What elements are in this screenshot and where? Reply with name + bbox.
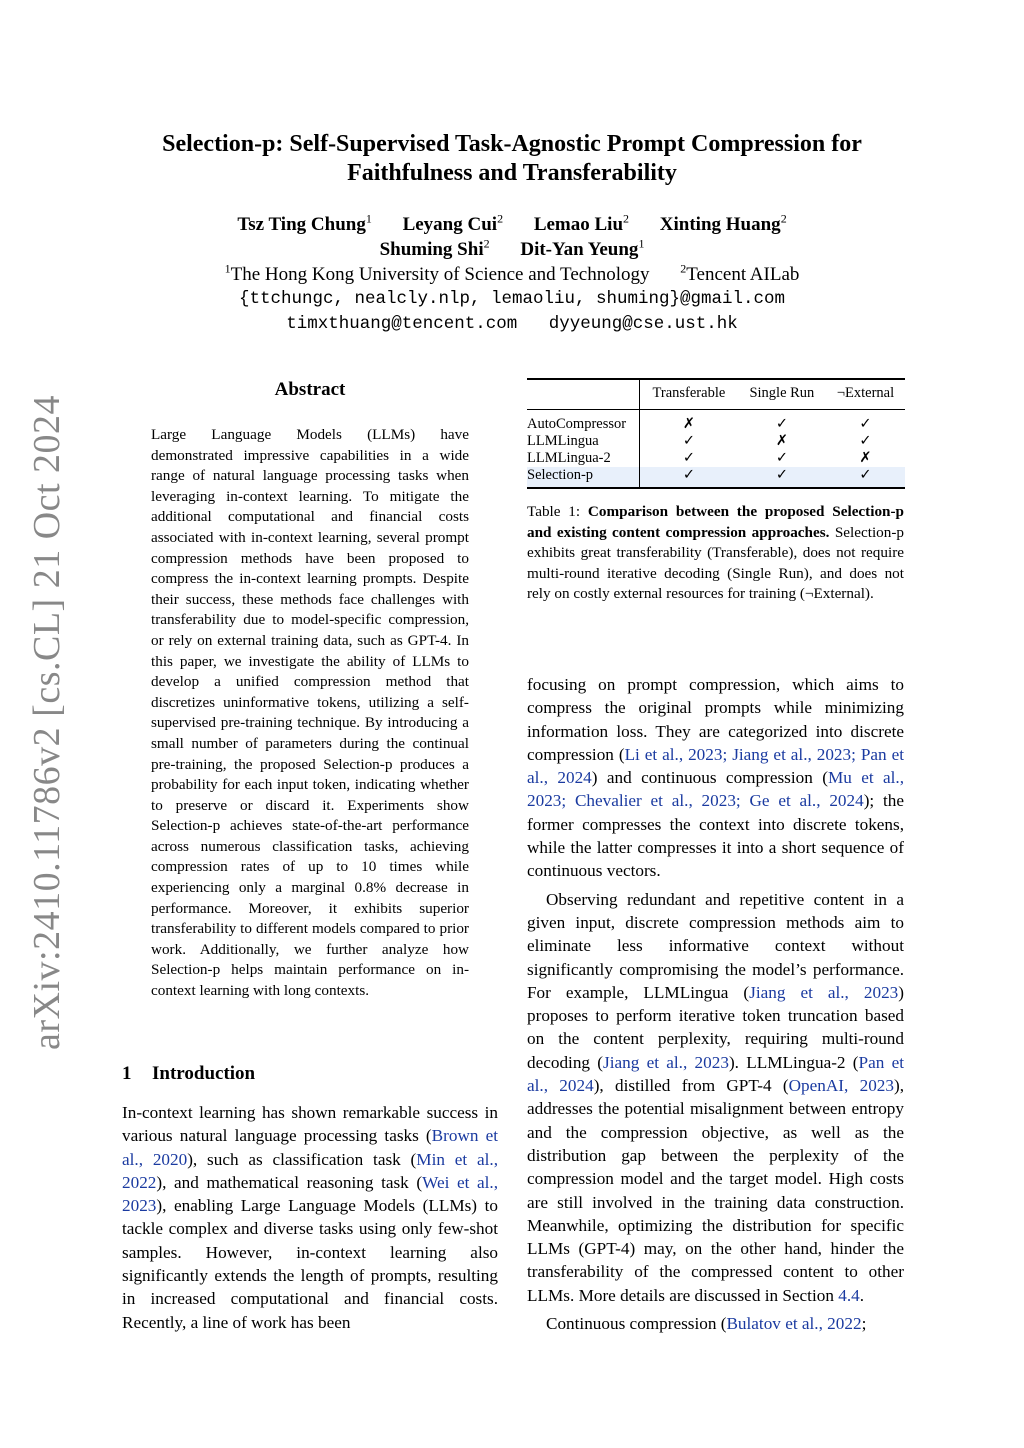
comparison-table [527, 378, 905, 489]
affiliation-number: 1 [224, 261, 231, 276]
author-affiliation-mark: 2 [780, 211, 787, 226]
caption-text: Selection-p exhibits great transferability (Transferable), does not require multi-round iterative decoding (Single Run), and does not rely on costly external resources for training (¬External). [527, 523, 904, 603]
single-run-mark: ✓ [738, 467, 826, 488]
citation-link[interactable]: Pan et al., 2024 [527, 744, 904, 788]
single-run-mark: ✗ [775, 433, 788, 449]
table-row-highlighted [527, 467, 905, 488]
external-mark: ✓ [859, 416, 872, 432]
affiliation-name: The Hong Kong University of Science and Technology [230, 264, 650, 285]
author-affiliation-mark: 2 [497, 211, 504, 226]
table-header-external: ¬External [836, 385, 895, 401]
table-row [527, 450, 905, 467]
title-line-2: Faithfulness and Transferability [347, 160, 677, 186]
author-name: Tsz Ting Chung [237, 214, 366, 235]
abstract-body: Large Language Models (LLMs) have demonstrated impressive capabilities in a wide range of natural language processing tasks when leveraging in-context learning. To mitigate the additional computational and financial costs associated with in-context learning, several prompt compression methods have been proposed to compress the in-context learning prompts. Despite their success, these methods face challenges with transferability due to model-specific compression, or rely on external training data, such as GPT-4. In this paper, we investigate the ability of LLMs to develop a unified compression method that discretizes uninformative tokens, utilizing a self-supervised pre-training technique. By introducing a small number of parameters during the continual pre-training, the proposed Selection-p produces a probability for each input token, indicating whether to preserve or discard it. Experiments show Selection-p achieves state-of-the-art performance across numerous classification tasks, achieving compression rates of up to 10 times while experiencing only a marginal 0.8% decrease in performance. Moreover, it exhibits superior transferability to different models compared to prior work. Additionally, we further analyze how Selection-p helps maintain performance on in-context learning with long contexts. [151, 426, 469, 1000]
comparison-table-container [527, 378, 905, 489]
author-name: Leyang Cui [402, 214, 498, 235]
author-name: Dit-Yan Yeung [520, 239, 639, 260]
table-header-transferable: Transferable [652, 385, 726, 401]
body-text: Observing redundant and repetitive content in a given input, discrete compression methods aim to eliminate less informative context without significantly compromising the model’s performance. For example, LLMLingua ( [527, 889, 904, 1002]
abstract-heading: Abstract [274, 379, 346, 400]
transferable-mark: ✓ [682, 450, 695, 466]
table-row [527, 433, 905, 450]
author-name: Shuming Shi [379, 239, 484, 260]
paper-title [100, 130, 924, 188]
citation-link[interactable]: Bulatov et al., 2022 [726, 1314, 862, 1334]
section-number: 1 [122, 1063, 132, 1084]
author-names-line-1 [100, 212, 924, 237]
body-text: Continuous compression ( [546, 1314, 727, 1334]
body-text: . [859, 1285, 865, 1305]
body-text: ); the former compresses the context into discrete tokens, while the latter compresses it into a short sequence of continuous vectors. [527, 791, 904, 881]
single-run-mark: ✓ [775, 450, 788, 466]
table-row [527, 410, 905, 434]
transferable-mark: ✗ [682, 416, 695, 432]
affiliation-number: 2 [680, 261, 687, 276]
section-heading [122, 1063, 255, 1085]
body-text: focusing on prompt compression, which aims to compress the original prompts while minimizing information loss. They are categorized into discrete compression ( [527, 675, 904, 764]
table-caption [527, 502, 904, 605]
citation-separator: ; [722, 744, 733, 764]
author-affiliation-mark: 2 [623, 211, 630, 226]
body-text: ). LLMLingua-2 ( [728, 1052, 859, 1072]
intro-text: ), such as classification task ( [187, 1149, 417, 1169]
citation-separator: ; [851, 744, 861, 764]
caption-label: Table 1: [527, 503, 588, 520]
citation-link[interactable]: Jiang et al., 2023 [749, 982, 899, 1002]
transferable-mark: ✓ [640, 467, 738, 488]
citation-link[interactable]: Wei et al., 2023 [122, 1172, 498, 1216]
intro-text: In-context learning has shown remarkable success in various natural language processing tasks ( [122, 1103, 498, 1146]
external-mark: ✓ [826, 467, 905, 488]
citation-link[interactable]: OpenAI, 2023 [788, 1076, 894, 1096]
body-text: ; [861, 1314, 867, 1334]
paragraph [527, 673, 904, 883]
intro-text: ), and mathematical reasoning task ( [156, 1172, 423, 1192]
citation-link[interactable]: Li et al., 2023 [624, 744, 723, 764]
citation-link[interactable]: Jiang et al., 2023 [603, 1052, 729, 1072]
right-column-body [527, 673, 904, 1340]
external-mark: ✓ [859, 433, 872, 449]
author-name: Lemao Liu [533, 214, 624, 235]
citation-separator: ; [735, 791, 750, 811]
arxiv-sidebar-id: arXiv:2410.11786v2 [cs.CL] 21 Oct 2024 [26, 394, 68, 1050]
author-name: Xinting Huang [659, 214, 781, 235]
body-text: ) and continuous compression ( [591, 768, 828, 788]
body-text: ), distilled from GPT-4 ( [593, 1076, 789, 1096]
title-line-1: Selection-p: Self-Supervised Task-Agnostic Prompt Compression for [162, 131, 862, 157]
introduction-paragraph [122, 1101, 498, 1334]
intro-text: ), enabling Large Language Models (LLMs) to tackle complex and diverse tasks using only few-shot samples. However, in-context learning also significantly extends the length of prompts, resulting in increased computational and financial costs. Recently, a line of work has been [122, 1196, 498, 1332]
table-header-single-run: Single Run [749, 385, 815, 401]
body-text: ) proposes to perform iterative token truncation based on the content perplexity, requiring multi-round decoding ( [527, 982, 904, 1072]
author-names-line-2 [100, 237, 924, 262]
method-name: AutoCompressor [527, 410, 640, 434]
affiliations-line [100, 262, 924, 287]
body-text: ), addresses the potential misalignment between entropy and the compression objective, as well as the distribution gap between the perplexity of the compression model and the target model. High costs are still involved in the training data construction. Meanwhile, optimizing the distribution for specific LLMs (GPT-4) may, on the other hand, hinder the transferability of the compressed content to other LLMs. More details are discussed in Section [527, 1076, 905, 1305]
affiliation-name: Tencent AILab [686, 264, 800, 285]
author-affiliation-mark: 2 [483, 236, 490, 251]
method-name: LLMLingua [527, 433, 640, 450]
citation-link[interactable]: Brown et al., 2020 [122, 1126, 498, 1169]
citation-link[interactable]: Min et al., 2022 [122, 1149, 498, 1192]
method-name: LLMLingua-2 [527, 450, 640, 467]
citation-link[interactable]: Chevalier et al., 2023 [574, 791, 736, 811]
method-name: Selection-p [527, 467, 640, 488]
table-header-row [527, 379, 905, 410]
paragraph [527, 888, 904, 1307]
citation-link[interactable]: Ge et al., 2024 [749, 791, 864, 811]
section-title: Introduction [152, 1063, 256, 1084]
external-mark: ✗ [859, 450, 872, 466]
citation-separator: ; [561, 791, 575, 811]
transferable-mark: ✓ [682, 433, 695, 449]
table-header-method [527, 379, 640, 410]
email-line-1: {ttchungc, nealcly.nlp, lemaoliu, shuming}@gmail.com [238, 289, 786, 309]
citation-link[interactable]: Mu et al., 2023 [527, 768, 905, 811]
citation-link[interactable]: Pan et al., 2024 [527, 1052, 904, 1096]
email-line-2: timxthuang@tencent.com dyyeung@cse.ust.hk [286, 314, 738, 334]
author-block [100, 212, 924, 337]
single-run-mark: ✓ [775, 416, 788, 432]
citation-link[interactable]: Jiang et al., 2023 [732, 744, 852, 764]
caption-bold: Comparison between the proposed Selection-p and existing content compression approaches. [527, 503, 904, 541]
author-affiliation-mark: 1 [365, 211, 372, 226]
author-affiliation-mark: 1 [638, 236, 645, 251]
section-link[interactable]: 4.4 [838, 1285, 860, 1305]
paragraph [527, 1312, 904, 1335]
